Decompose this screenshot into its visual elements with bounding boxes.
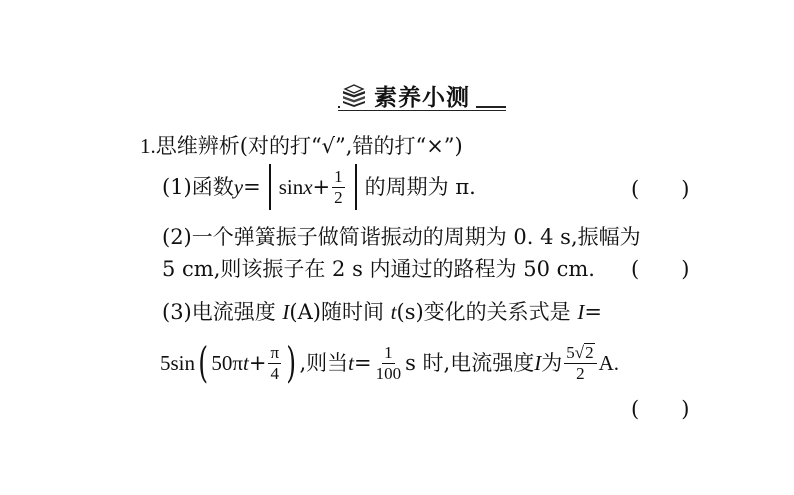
var-y: y [233, 175, 244, 199]
sin-func: sin [278, 175, 304, 199]
var-x: x [303, 175, 313, 199]
section-header [340, 80, 476, 110]
fraction-one-half: $\frac{1}{2}$ [334, 166, 343, 207]
var-t: t [390, 300, 397, 324]
item-3-line-2: 5sin ( 50π t + $\frac{\pi}{4}$ ) ,则当 t = $\frac{1}{100}$ s 时,电流强度 I 为 5 √ 2 2 A. [160, 338, 619, 387]
answer-blank-2[interactable]: ( ) [631, 257, 690, 281]
item-3-line-1: (3)电流强度 I(A)随时间 t(s)变化的关系式是 I= [162, 300, 602, 324]
question-number: 1. [140, 134, 156, 158]
item-2-line-1: (2)一个弹簧振子做简谐振动的周期为 0. 4 s,振幅为 [162, 225, 641, 249]
item-1 [162, 164, 476, 210]
fraction-pi-over-4: $\frac{\pi}{4}$ [270, 342, 280, 383]
plus-sign: + [312, 175, 331, 199]
item-2-line-2: 5 cm,则该振子在 2 s 内通过的路程为 50 cm. [162, 257, 595, 281]
sqrt-symbol: √ 2 [574, 342, 594, 362]
item-1-prefix: (1)函数 [162, 175, 234, 199]
sin-coefficient: 5sin [160, 351, 196, 375]
books-icon [340, 83, 368, 107]
paren-left: ( [198, 338, 209, 387]
paren-right: ) [286, 338, 297, 387]
item-1-suffix: 的周期为 π. [364, 175, 476, 199]
abs-bar-right [355, 164, 357, 210]
var-I: I [282, 300, 290, 324]
answer-blank-3[interactable]: ( ) [631, 397, 690, 421]
equals-sign: = [243, 175, 261, 199]
fraction-one-hundredth: $\frac{1}{100}$ [375, 342, 402, 383]
question-1-stem [140, 131, 463, 161]
abs-bar-left [269, 164, 271, 210]
answer-blank-1[interactable]: ( ) [631, 177, 690, 201]
section-title: 素养小测 [374, 84, 470, 111]
question-text: 思维辨析(对的打“√”,错的打“×”) [155, 134, 463, 158]
fraction-answer: 5 √ 2 2 [564, 343, 596, 384]
